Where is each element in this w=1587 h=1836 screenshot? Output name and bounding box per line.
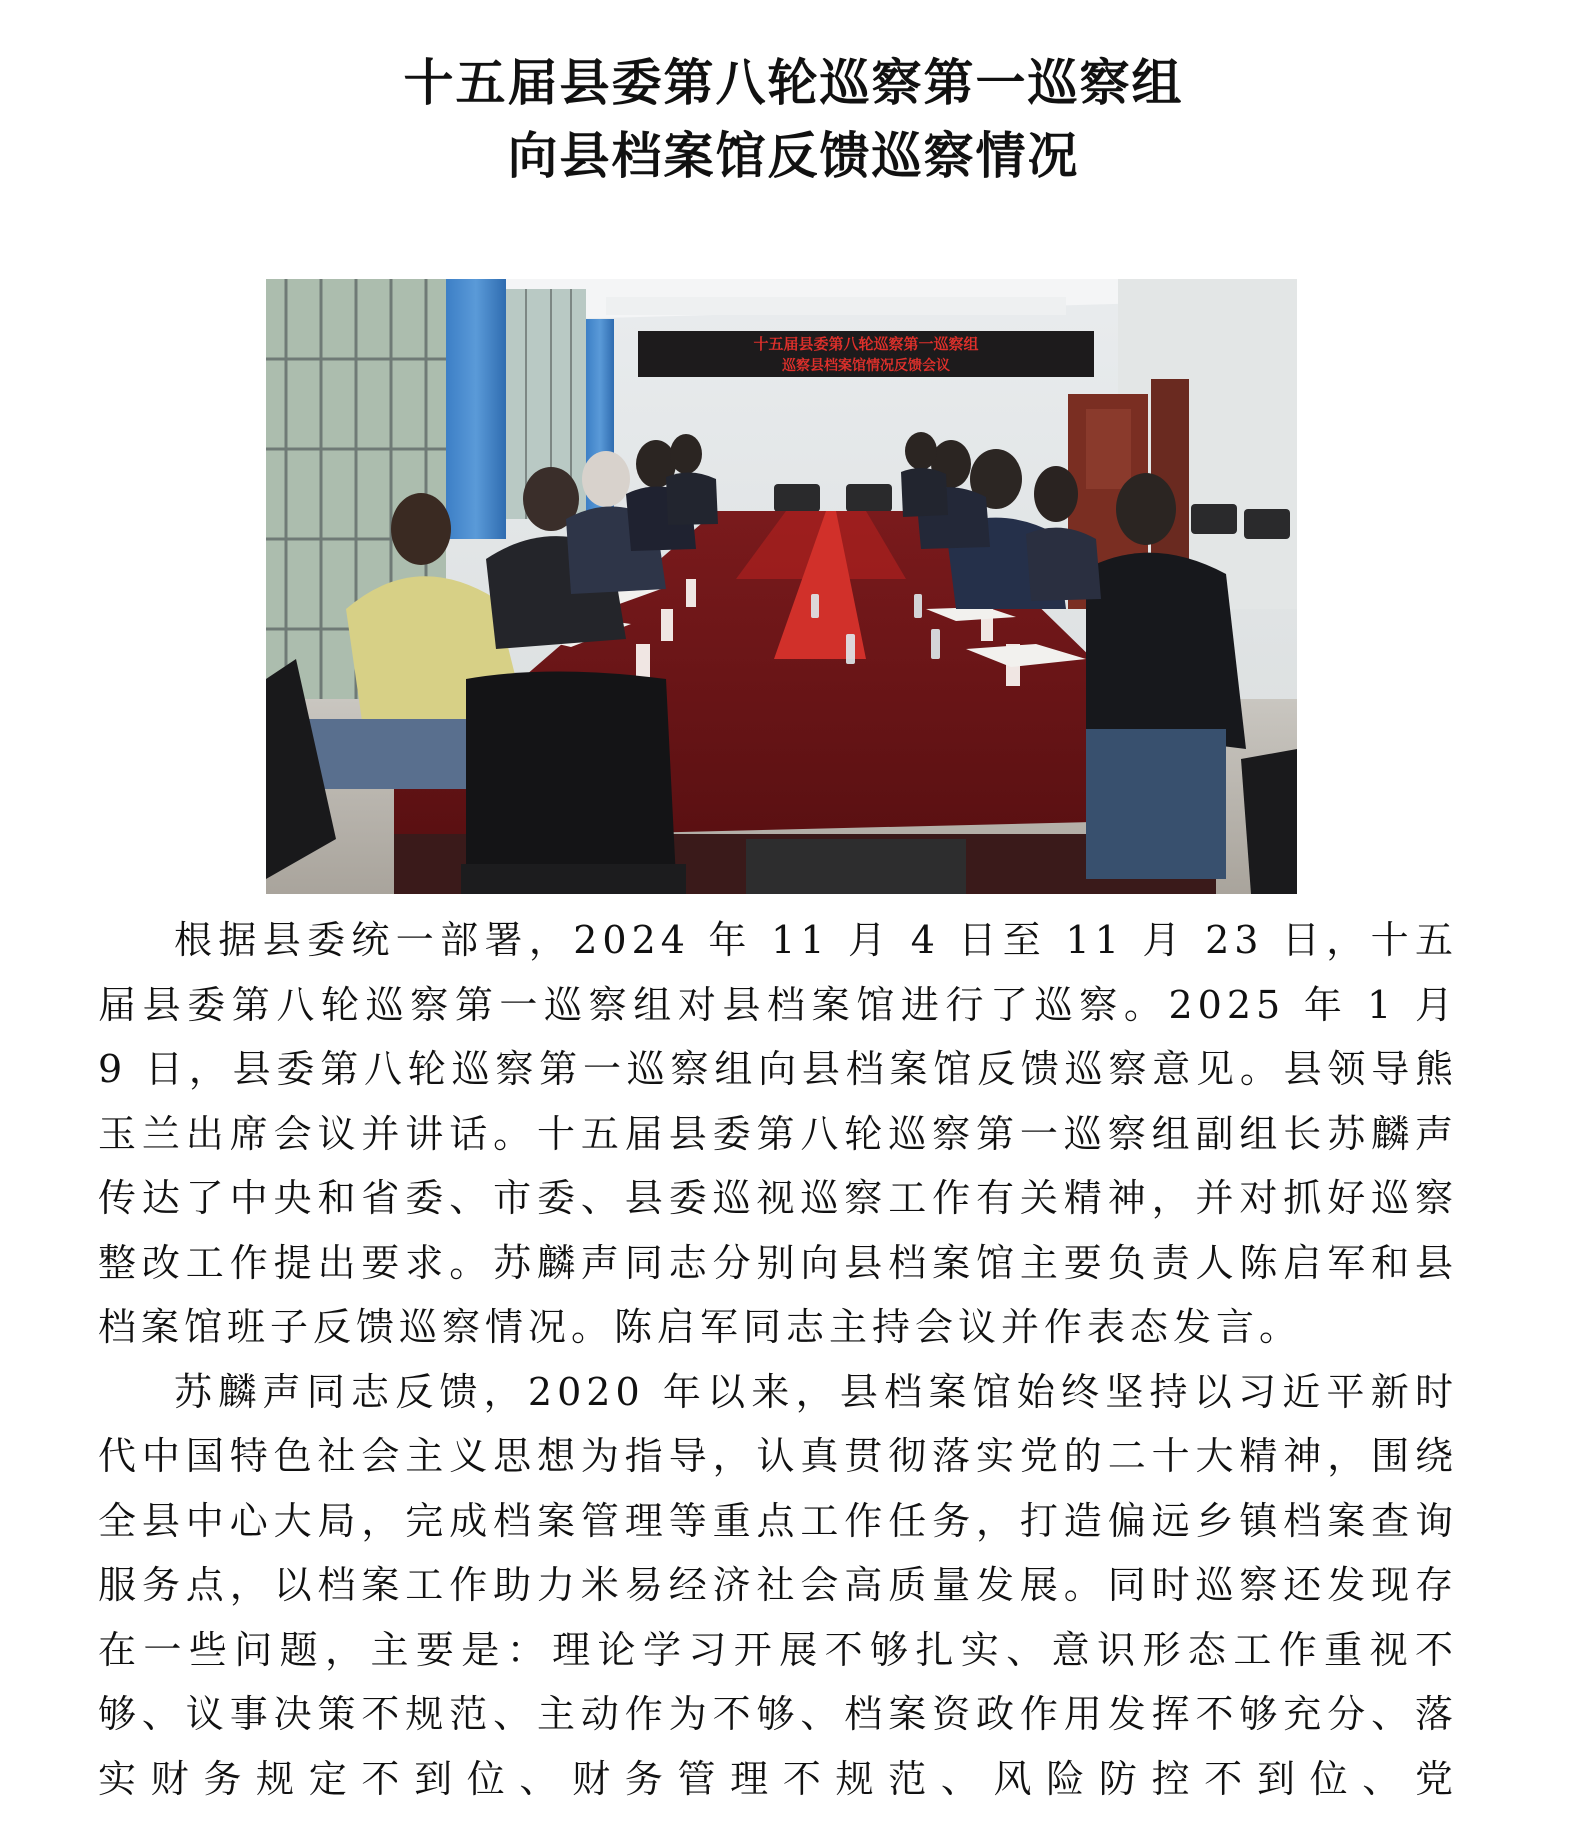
banner-line2: 巡察县档案馆情况反馈会议 bbox=[782, 358, 950, 374]
document-title-line1: 十五届县委第八轮巡察第一巡察组 bbox=[403, 53, 1184, 112]
paragraph-2: 苏麟声同志反馈，2020 年以来，县档案馆始终坚持以习近平新时代中国特色社会主义思想为指导，认真贯彻落实党的二十大精神，围绕全县中心大局，完成档案管理等重点工作任务，打造偏远乡镇档案查询服务点，以档案工作助力米易经济社会高质量发展。同时巡察还发现存在一些问题，主要是：理论学习开展不够扎实、意识形态工作重视不够、议事决策不规范、主动作为不够、档案资政作用发挥不够充分、落实财务规定不到位、财务管理不规范、风险防控不到位、党 bbox=[98, 1369, 1458, 1801]
meeting-photo bbox=[266, 279, 1297, 894]
document-title-line2: 向县档案馆反馈巡察情况 bbox=[507, 126, 1080, 185]
paragraph-1: 根据县委统一部署，2024 年 11 月 4 日至 11 月 23 日，十五届县委第八轮巡察第一巡察组对县档案馆进行了巡察。2025 年 1 月 9 日，县委第八轮巡察第一巡察组向县档案馆反馈巡察意见。县领导熊玉兰出席会议并讲话。十五届县委第八轮巡察第一巡察组副组长苏麟声传达了中央和省委、市委、县委巡视巡察工作有关精神，并对抓好巡察整改工作提出要求。苏麟声同志分别向县档案馆主要负责人陈启军和县档案馆班子反馈巡察情况。陈启军同志主持会议并作表态发言。 bbox=[98, 918, 1458, 1349]
article-body bbox=[98, 908, 1458, 1811]
banner-line1: 十五届县委第八轮巡察第一巡察组 bbox=[753, 335, 979, 353]
